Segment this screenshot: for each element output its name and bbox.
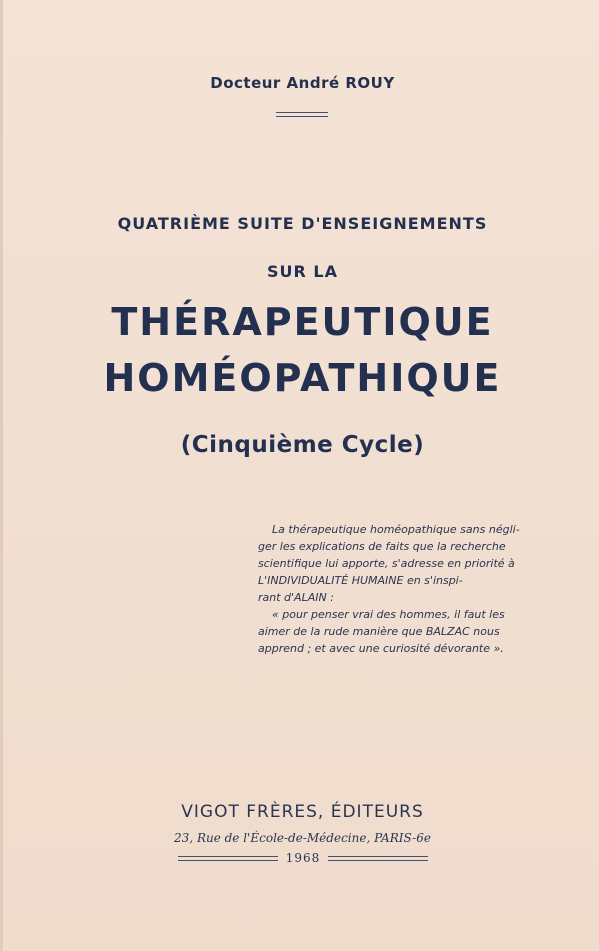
epigraph-line: apprend ; et avec une curiosité dévorante ». <box>258 642 504 655</box>
cycle-subtitle: (Cinquième Cycle) <box>180 432 425 458</box>
epigraph-line: L'INDIVIDUALITÉ HUMAINE en s'inspi- <box>258 574 463 587</box>
author-name: Docteur André ROUY <box>210 74 395 92</box>
year-rule-left <box>178 856 278 861</box>
epigraph-line: rant d'ALAIN : <box>258 591 334 604</box>
series-line: QUATRIÈME SUITE D'ENSEIGNEMENTS <box>117 214 488 233</box>
epigraph-line: ger les explications de faits que la recherche <box>258 540 506 553</box>
year-rule-right <box>328 856 428 861</box>
publication-year: 1968 <box>285 851 321 865</box>
year-row <box>178 849 428 867</box>
title-line-2: HOMÉOPATHIQUE <box>103 356 502 400</box>
sur-la-line: SUR LA <box>267 262 338 281</box>
epigraph-line: scientifique lui apporte, s'adresse en priorité à <box>258 557 515 570</box>
epigraph-line: La thérapeutique homéopathique sans négli- <box>272 523 520 536</box>
publisher-address: 23, Rue de l'École-de-Médecine, PARIS-6e <box>174 831 431 845</box>
publisher-name: VIGOT FRÈRES, ÉDITEURS <box>181 802 424 822</box>
epigraph-line: aimer de la rude manière que BALZAC nous <box>258 625 500 638</box>
epigraph-line: « pour penser vrai des hommes, il faut les <box>272 608 505 621</box>
title-line-1: THÉRAPEUTIQUE <box>111 300 494 344</box>
ornament-rule <box>276 112 328 117</box>
epigraph <box>258 521 531 657</box>
